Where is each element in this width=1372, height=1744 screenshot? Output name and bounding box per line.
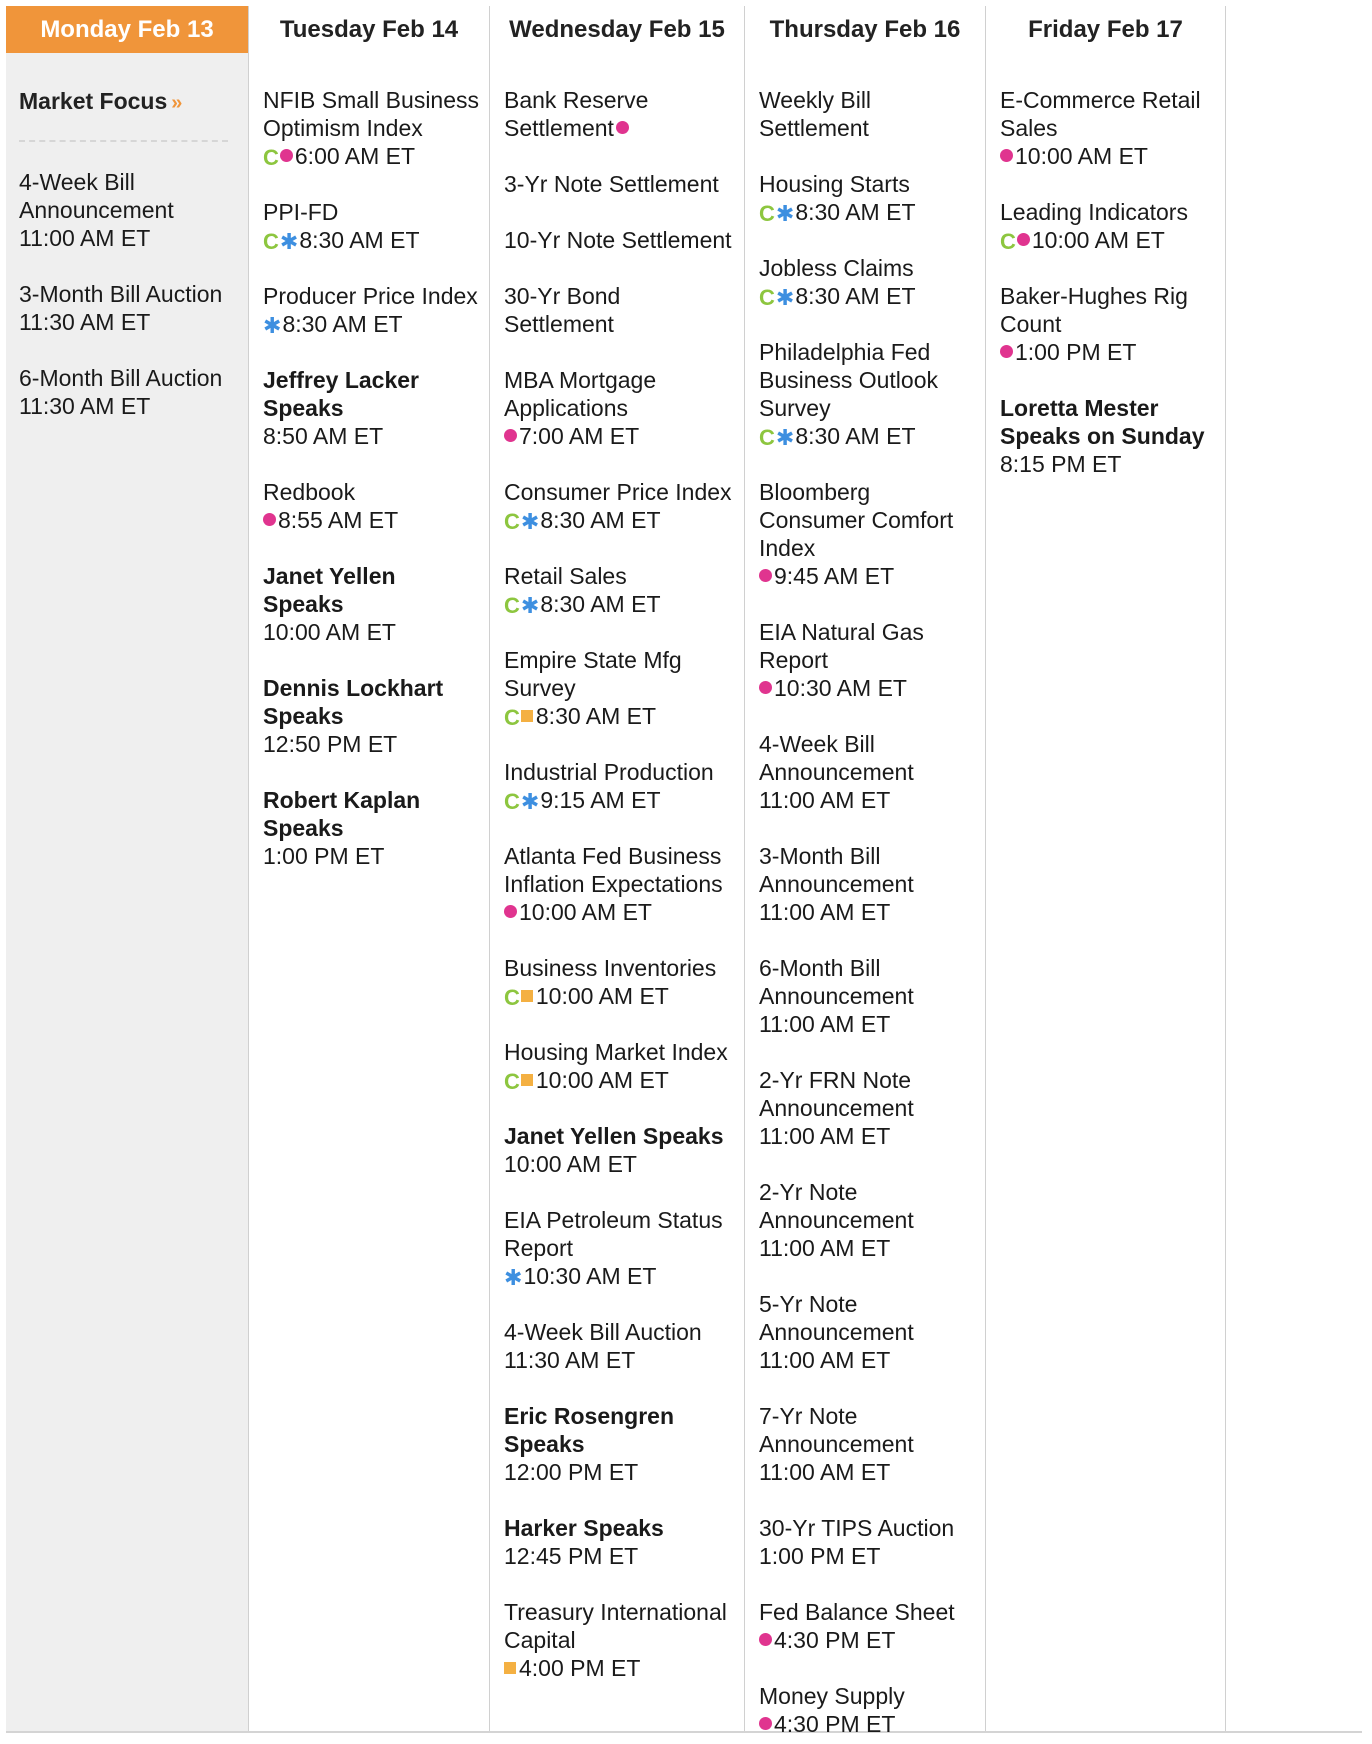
event-time: 1:00 PM ET [263,843,385,869]
event-time: 4:30 PM ET [774,1627,896,1653]
event-title-link[interactable] [19,364,238,392]
event-item [759,1598,975,1654]
event-time-row [759,1234,975,1262]
event-item [1000,86,1215,170]
c-icon: C [504,1068,520,1094]
event-time-row [504,1150,734,1178]
event-title[interactable]: PPI-FD [263,199,339,225]
event-title-link[interactable] [759,478,975,562]
event-time: 9:45 AM ET [774,563,895,589]
c-icon: C [504,984,520,1010]
event-title[interactable]: Producer Price Index [263,283,478,309]
c-icon: C [759,284,775,310]
event-item [504,758,734,814]
event-title-link[interactable] [759,618,975,674]
event-time-row [1000,226,1215,254]
event-item [263,86,479,170]
event-item [759,86,975,142]
star-icon: ✱ [520,592,540,618]
c-icon: C [263,144,279,170]
star-icon: ✱ [775,284,795,310]
event-title[interactable]: 3-Month Bill Auction [19,281,223,307]
market-focus-link[interactable] [19,86,228,142]
event-title-link[interactable] [759,1066,975,1122]
star-icon: ✱ [775,424,795,450]
event-item [504,1318,734,1374]
event-time: 8:30 AM ET [540,591,661,617]
event-time-row [759,1346,975,1374]
event-time: 8:30 AM ET [795,423,916,449]
event-time: 11:30 AM ET [19,393,151,419]
event-title-link[interactable] [504,1402,734,1458]
event-time-row [504,1262,734,1290]
event-time-row [759,198,975,226]
event-time: 7:00 AM ET [519,423,640,449]
day-column-wednesday [489,6,744,1731]
event-title-link[interactable] [759,338,975,422]
c-icon: C [759,424,775,450]
c-icon: C [504,508,520,534]
event-title-link[interactable] [759,1598,975,1626]
event-time-row [759,1626,975,1654]
event-time: 8:30 AM ET [535,703,657,729]
event-title[interactable]: Consumer Price Index [504,479,732,505]
event-title[interactable]: 30-Yr Bond Settlement [504,283,621,337]
event-time: 8:55 AM ET [278,507,399,533]
star-icon: ✱ [520,788,540,814]
event-time: 8:30 AM ET [795,283,916,309]
event-title[interactable]: 2-Yr FRN Note Announcement [759,1067,914,1121]
event-title-link[interactable] [759,954,975,1010]
event-item [504,366,734,450]
event-title[interactable]: 6-Month Bill Announcement [759,955,914,1009]
event-time: 11:00 AM ET [759,1011,891,1037]
dot-icon [1000,149,1013,162]
dot-icon [759,1633,772,1646]
event-title[interactable]: Loretta Mester Speaks on Sunday [1000,395,1205,449]
event-time: 12:45 PM ET [504,1543,639,1569]
event-item [759,170,975,226]
event-item [759,338,975,450]
event-time-row [504,1066,734,1094]
event-time: 12:00 PM ET [504,1459,639,1485]
event-title-link[interactable] [504,646,734,702]
day-events-monday [6,53,248,420]
event-item [504,646,734,730]
event-title[interactable]: 30-Yr TIPS Auction [759,1515,955,1541]
event-time-row [759,1710,975,1738]
event-title[interactable]: Empire State Mfg Survey [504,647,682,701]
star-icon: ✱ [263,312,282,338]
event-time-row [504,1346,734,1374]
event-title-link[interactable] [759,1682,975,1710]
event-title[interactable]: Business Inventories [504,955,717,981]
event-time: 11:00 AM ET [759,1235,891,1261]
event-time-row [504,898,734,926]
event-title-link[interactable] [263,86,479,142]
event-title[interactable]: 7-Yr Note Announcement [759,1403,914,1457]
event-time-row [759,1542,975,1570]
event-item [759,954,975,1038]
event-item [759,478,975,590]
event-title-link[interactable] [504,86,734,142]
event-time-row [504,422,734,450]
event-title[interactable]: Jeffrey Lacker Speaks [263,367,419,421]
event-title-link[interactable] [504,562,734,590]
day-column-thursday [744,6,985,1737]
event-title-link[interactable] [759,254,975,282]
event-title-link[interactable] [504,1514,734,1542]
event-item [19,364,238,420]
event-title[interactable]: MBA Mortgage Applications [504,367,657,421]
dot-icon [759,1717,772,1730]
event-title-link[interactable] [263,786,479,842]
dot-icon [1017,233,1030,246]
event-time-row [759,1010,975,1038]
event-title[interactable]: 4-Week Bill Announcement [19,169,174,223]
event-title[interactable]: Industrial Production [504,759,714,785]
event-time: 11:00 AM ET [19,225,151,251]
event-title-link[interactable] [504,170,734,198]
event-time-row [759,1122,975,1150]
event-title[interactable]: Dennis Lockhart Speaks [263,675,444,729]
dot-icon [280,149,293,162]
event-time-row [263,618,479,646]
event-title[interactable]: Housing Starts [759,171,910,197]
event-time: 10:00 AM ET [1015,143,1148,169]
event-time-row [504,786,734,814]
c-icon: C [1000,228,1016,254]
dot-icon [1000,345,1013,358]
event-title-link[interactable] [1000,282,1215,338]
event-time-row [19,224,238,252]
event-title[interactable]: Atlanta Fed Business Inflation Expectations [504,843,723,897]
event-time-row [759,1458,975,1486]
star-icon: ✱ [520,508,540,534]
event-title-link[interactable] [263,282,479,310]
event-item [504,562,734,618]
event-time-row [759,562,975,590]
event-title[interactable]: Baker-Hughes Rig Count [1000,283,1188,337]
event-title-link[interactable] [263,198,479,226]
event-title[interactable]: 3-Month Bill Announcement [759,843,914,897]
event-title-link[interactable] [19,168,238,224]
event-time: 8:30 AM ET [282,311,403,337]
day-events-thursday [745,53,985,1738]
event-title-link[interactable] [504,842,734,898]
event-title-link[interactable] [504,1318,734,1346]
event-time-row [263,422,479,450]
event-item [759,1178,975,1262]
event-time-row [1000,338,1215,366]
event-title[interactable]: Philadelphia Fed Business Outlook Survey [759,339,938,421]
day-header-monday[interactable]: Monday Feb 13 [6,6,248,53]
event-title[interactable]: Harker Speaks [504,1515,664,1541]
event-item [263,282,479,338]
event-time-row [759,282,975,310]
day-column-monday [6,6,248,1731]
event-time: 4:00 PM ET [519,1655,641,1681]
event-item [263,674,479,758]
event-time-row [504,982,734,1010]
event-item [263,198,479,254]
event-item [504,1122,734,1178]
event-title-link[interactable] [504,1206,734,1262]
event-title-link[interactable] [504,954,734,982]
event-time: 9:15 AM ET [540,787,661,813]
dot-icon [759,569,772,582]
event-time: 10:00 AM ET [519,899,652,925]
event-time-row [1000,450,1215,478]
event-time: 10:00 AM ET [535,1067,669,1093]
event-item [19,280,238,336]
event-title[interactable]: Bloomberg Consumer Comfort Index [759,479,954,561]
event-item [263,366,479,450]
event-item [504,170,734,198]
event-title[interactable]: Leading Indicators [1000,199,1188,225]
c-icon: C [759,200,775,226]
event-title-link[interactable] [263,562,479,618]
event-time: 11:00 AM ET [759,1347,891,1373]
event-time: 11:00 AM ET [759,1459,891,1485]
event-time-row [263,142,479,170]
event-title[interactable]: Retail Sales [504,563,627,589]
event-time: 10:30 AM ET [523,1263,657,1289]
event-item [504,1038,734,1094]
event-item [759,254,975,310]
sq-icon [521,1074,533,1086]
event-time: 12:50 PM ET [263,731,398,757]
event-item [759,842,975,926]
event-title-link[interactable] [504,758,734,786]
event-item [504,282,734,338]
event-title-link[interactable] [1000,198,1215,226]
event-title[interactable]: Jobless Claims [759,255,914,281]
event-item [1000,198,1215,254]
sq-icon [521,710,533,722]
event-item [504,1402,734,1486]
day-events-friday [986,53,1225,478]
star-icon: ✱ [775,200,795,226]
event-time-row [759,674,975,702]
event-item [759,730,975,814]
day-events-wednesday [490,53,744,1682]
event-title-link[interactable] [759,170,975,198]
event-time-row [263,730,479,758]
event-title[interactable]: Treasury International Capital [504,1599,727,1653]
event-item [759,1682,975,1738]
star-icon: ✱ [279,228,299,254]
dot-icon [263,513,276,526]
day-header-thursday: Thursday Feb 16 [769,15,961,43]
event-time-row [263,226,479,254]
event-title[interactable]: 6-Month Bill Auction [19,365,223,391]
event-time-row [504,1542,734,1570]
day-header-wednesday: Wednesday Feb 15 [509,15,725,43]
event-title[interactable]: Robert Kaplan Speaks [263,787,421,841]
event-item [759,1066,975,1150]
event-time: 8:50 AM ET [263,423,384,449]
event-title-link[interactable] [759,1178,975,1234]
event-time: 11:30 AM ET [19,309,151,335]
event-time: 8:30 AM ET [795,199,916,225]
event-time: 6:00 AM ET [294,143,416,169]
event-item [504,1206,734,1290]
c-icon: C [504,788,520,814]
star-icon: ✱ [504,1264,523,1290]
event-title-link[interactable] [504,366,734,422]
day-header-friday: Friday Feb 17 [1028,15,1183,43]
event-item [759,1514,975,1570]
event-time-row [19,392,238,420]
event-title[interactable]: EIA Petroleum Status Report [504,1207,723,1261]
event-time: 11:00 AM ET [759,899,891,925]
event-item [504,478,734,534]
event-item [504,226,734,254]
event-time: 10:00 AM ET [504,1151,637,1177]
dot-icon [504,905,517,918]
event-title-link[interactable] [759,842,975,898]
event-title-link[interactable] [504,1598,734,1654]
event-item [759,1402,975,1486]
event-item [19,168,238,252]
event-item [504,1598,734,1682]
c-icon: C [504,592,520,618]
dot-icon [504,429,517,442]
sq-icon [504,1662,516,1674]
event-time: 8:15 PM ET [1000,451,1122,477]
event-time: 4:30 PM ET [774,1711,896,1737]
day-column-tuesday [248,6,489,1731]
day-events-tuesday [249,53,489,870]
event-item [504,1514,734,1570]
day-header-tuesday: Tuesday Feb 14 [279,15,459,43]
event-item [1000,394,1215,478]
economic-calendar [6,6,1362,1737]
event-title[interactable]: Fed Balance Sheet [759,1599,955,1625]
event-time-row [759,898,975,926]
dot-icon [616,121,629,134]
event-time: 11:00 AM ET [759,1123,891,1149]
event-time: 1:00 PM ET [759,1543,881,1569]
event-title-link[interactable] [504,282,734,338]
event-time-row [19,308,238,336]
event-title-link[interactable] [759,86,975,142]
event-time: 11:00 AM ET [759,787,891,813]
event-title[interactable]: NFIB Small Business Optimism Index [263,87,480,141]
event-title[interactable]: Redbook [263,479,356,505]
event-title-link[interactable] [263,366,479,422]
event-time: 11:30 AM ET [504,1347,636,1373]
event-time: 1:00 PM ET [1015,339,1137,365]
event-time-row [263,506,479,534]
event-time-row [504,590,734,618]
event-item [504,842,734,926]
day-column-friday [985,6,1226,1731]
event-title[interactable]: Eric Rosengren Speaks [504,1403,674,1457]
event-time-row [263,310,479,338]
event-time-row [504,1458,734,1486]
event-item [759,1290,975,1374]
event-title[interactable]: Bank Reserve Settlement [504,87,649,141]
event-time-row [759,422,975,450]
event-item [1000,282,1215,366]
event-title-link[interactable] [504,1122,734,1150]
event-title-link[interactable] [759,1514,975,1542]
event-time: 10:00 AM ET [535,983,669,1009]
event-title-link[interactable] [504,478,734,506]
event-title-link[interactable] [263,674,479,730]
event-time-row [1000,142,1215,170]
event-title-link[interactable] [759,1402,975,1458]
event-title[interactable]: Janet Yellen Speaks [263,563,396,617]
event-title[interactable]: Janet Yellen Speaks [504,1123,724,1149]
event-time-row [504,702,734,730]
event-item [759,618,975,702]
event-item [263,786,479,870]
event-title[interactable]: 3-Yr Note Settlement [504,171,719,197]
dot-icon [759,681,772,694]
event-item [504,86,734,142]
event-title-link[interactable] [504,226,734,254]
event-title[interactable]: 4-Week Bill Announcement [759,731,914,785]
event-item [504,954,734,1010]
c-icon: C [504,704,520,730]
event-time-row [504,1654,734,1682]
event-title-link[interactable] [504,1038,734,1066]
event-title[interactable]: E-Commerce Retail Sales [1000,87,1201,141]
event-item [263,562,479,646]
event-title-link[interactable] [759,1290,975,1346]
event-title-link[interactable] [1000,86,1215,142]
event-time: 10:00 AM ET [263,619,396,645]
event-time: 8:30 AM ET [540,507,661,533]
market-focus-label[interactable]: Market Focus [19,88,168,114]
event-title[interactable]: 5-Yr Note Announcement [759,1291,914,1345]
event-title[interactable]: Weekly Bill Settlement [759,87,872,141]
event-time-row [504,506,734,534]
event-title-link[interactable] [1000,394,1215,450]
event-title-link[interactable] [263,478,479,506]
event-title[interactable]: Housing Market Index [504,1039,728,1065]
event-time-row [263,842,479,870]
event-time-row [759,786,975,814]
event-time: 10:00 AM ET [1031,227,1165,253]
event-title[interactable]: 10-Yr Note Settlement [504,227,732,253]
event-title[interactable]: 4-Week Bill Auction [504,1319,702,1345]
event-item [263,478,479,534]
sq-icon [521,990,533,1002]
event-title-link[interactable] [19,280,238,308]
event-time: 10:30 AM ET [774,675,907,701]
event-time: 8:30 AM ET [299,227,420,253]
event-title[interactable]: Money Supply [759,1683,905,1709]
double-chevron-right-icon: » [171,92,183,114]
event-title-link[interactable] [759,730,975,786]
event-title[interactable]: EIA Natural Gas Report [759,619,924,673]
c-icon: C [263,228,279,254]
event-title[interactable]: 2-Yr Note Announcement [759,1179,914,1233]
